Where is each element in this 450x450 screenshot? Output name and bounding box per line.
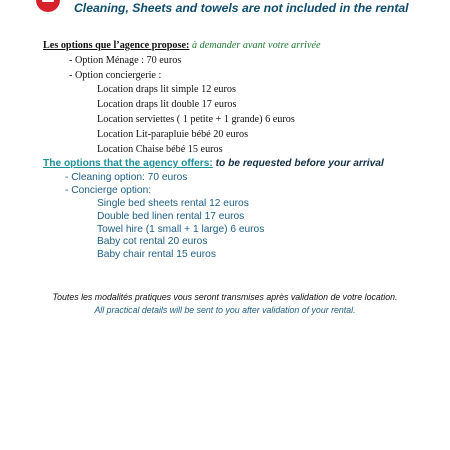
footer-english-line: All practical details will be sent to you after validation of your rental. xyxy=(94,304,356,315)
french-options-section xyxy=(43,39,321,157)
english-option-item: - Cleaning option: 70 euros xyxy=(65,171,188,183)
french-option-item: Location serviettes ( 1 petite + 1 grande) 6 euros xyxy=(97,113,295,125)
english-options-list xyxy=(43,172,384,262)
footer-french-line: Toutes les modalités pratiques vous seront transmises après validation de votre location. xyxy=(52,292,398,302)
english-options-section xyxy=(43,158,384,262)
english-title xyxy=(43,158,384,171)
french-option-item: Location draps lit simple 12 euros xyxy=(97,84,236,96)
english-option-item: Single bed sheets rental 12 euros xyxy=(97,197,249,209)
footer-note xyxy=(28,292,422,316)
english-option-item: Towel hire (1 small + 1 large) 6 euros xyxy=(97,223,265,235)
english-option-item: Double bed linen rental 17 euros xyxy=(97,210,245,222)
french-option-item: - Option Ménage : 70 euros xyxy=(69,54,182,66)
french-option-item: - Option conciergerie : xyxy=(69,69,162,81)
french-option-item: Location Chaise bébé 15 euros xyxy=(97,143,223,155)
french-title xyxy=(43,39,321,54)
english-option-item: Baby chair rental 15 euros xyxy=(97,249,216,261)
french-title-note: à demander avant votre arrivée xyxy=(191,40,321,51)
french-options-list xyxy=(43,54,321,158)
english-option-item: - Concierge option: xyxy=(65,184,152,196)
french-option-item: Location draps lit double 17 euros xyxy=(97,99,237,111)
red-circle-icon xyxy=(36,0,60,12)
english-title-note: to be requested before your arrival xyxy=(215,158,384,169)
header-line: Cleaning, Sheets and towels are not included in the rental xyxy=(74,1,409,15)
english-option-item: Baby cot rental 20 euros xyxy=(97,236,208,248)
english-title-main: The options that the agency offers: xyxy=(43,158,213,169)
french-option-item: Location Lit-parapluie bébé 20 euros xyxy=(97,128,249,140)
french-title-main: Les options que l’agence propose: xyxy=(43,40,190,51)
